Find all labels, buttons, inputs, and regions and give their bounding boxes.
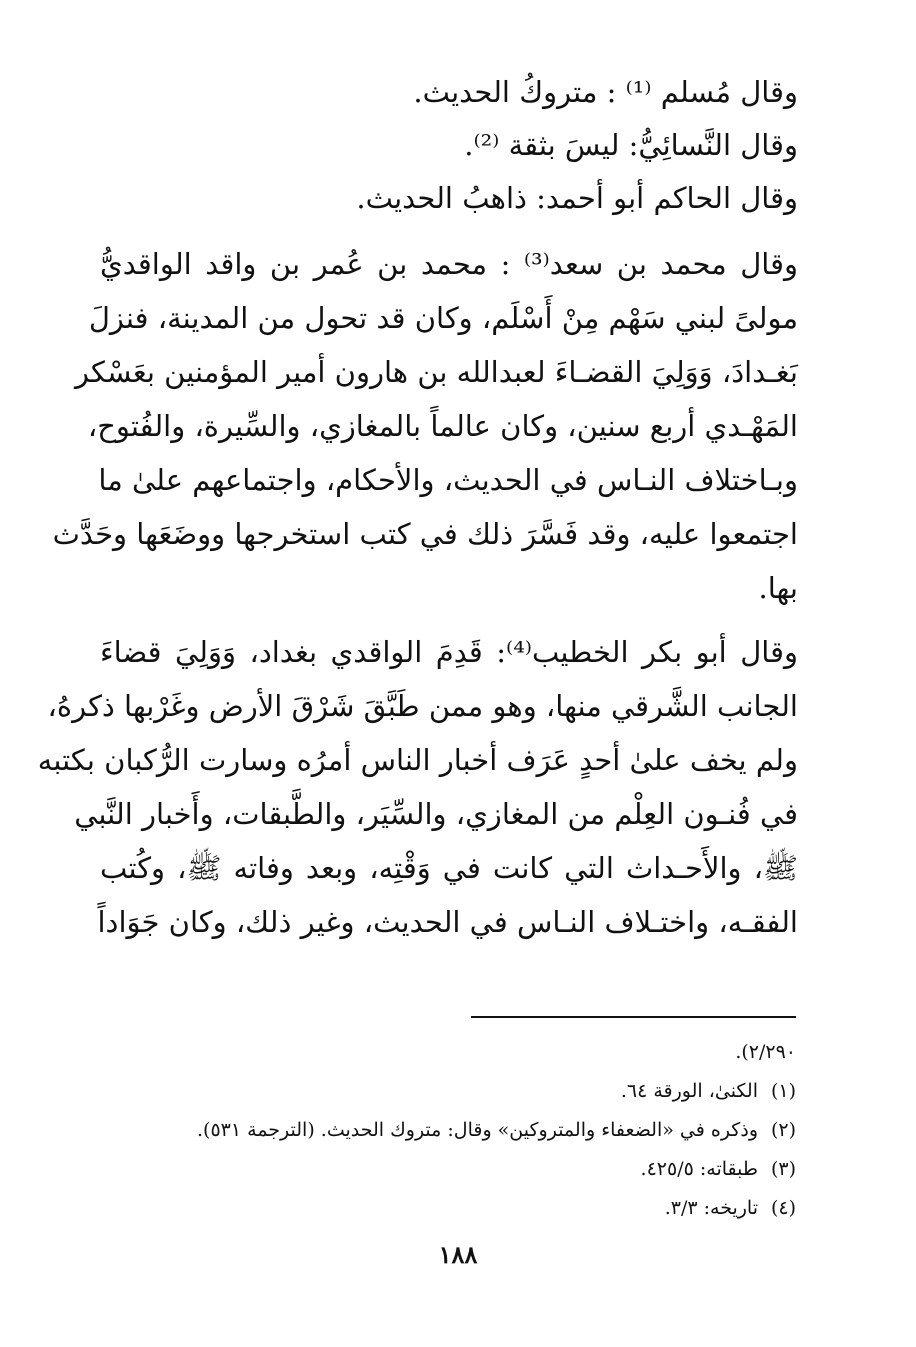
footnote-item — [621, 1077, 796, 1105]
text-line: وقال الحاكم أبو أحمد: ذاهبُ الحديث. — [356, 181, 798, 215]
text-line: وقال محمد بن سعد⁽³⁾ : محمد بن عُمر بن واقد الواقديُّ — [100, 247, 798, 281]
text-line: المَهْـدي أربع سنين، وكان عالماً بالمغازي، والسِّيرة، والفُتوح، — [87, 409, 798, 443]
text-line: وقال النَّسائِيُّ: ليسَ بثقة ⁽²⁾. — [464, 128, 798, 162]
footnote-text: تاريخه: ٣/٣. — [664, 1197, 758, 1219]
footnote-number: (٣) — [770, 1158, 796, 1180]
footnote-number: (٤) — [770, 1197, 796, 1219]
text-line: وبـاختلاف النـاس في الحديث، والأحكام، واجتماعهم علىٰ ما — [98, 463, 798, 497]
footnote-text: طبقاته: ٤٢٥/٥. — [640, 1158, 758, 1180]
footnote-separator — [471, 1016, 796, 1018]
footnote-item — [641, 1155, 796, 1183]
footnote-item — [197, 1116, 796, 1144]
text-line: مولىً لبني سَهْم مِنْ أَسْلَم، وكان قد تحول من المدينة، فنزلَ — [88, 301, 798, 335]
text-line: ولم يخف علىٰ أحدٍ عَرَف أخبار الناس أمرُه وسارت الرُّكبان بكتبه — [37, 743, 798, 777]
footnote-number: (١) — [770, 1080, 796, 1102]
text-line: وقال أبو بكر الخطيب⁽⁴⁾: قَدِمَ الواقدي بغداد، وَوَلِيَ قضاءَ — [100, 635, 798, 669]
footnote-number: (٢) — [770, 1119, 796, 1141]
footnote-text: الكنىٰ، الورقة ٦٤. — [620, 1080, 758, 1102]
text-line: اجتمعوا عليه، وقد فَسَّرَ ذلك في كتب استخرجها ووضَعَها وحَدَّث — [52, 517, 798, 551]
text-line: بها. — [758, 571, 798, 605]
footnote-item — [665, 1194, 796, 1222]
text-line: الجانب الشَّرقي منها، وهو ممن طَبَّقَ شَرْقَ الأرض وغَرْبها ذكرهُ، — [47, 689, 798, 723]
text-line: ﷺ، والأَحـداث التي كانت في وَقْتِه، وبعد وفاته ﷺ، وكُتب — [100, 851, 798, 885]
text-line: وقال مُسلم ⁽¹⁾ : متروكُ الحديث. — [413, 75, 798, 109]
page-number: ١٨٨ — [438, 1240, 478, 1269]
text-line: في فُنـون العِلْم من المغازي، والسِّيَر، والطَّبقات، وأَخبار النَّبي — [74, 797, 798, 831]
footnote-continuation: ٢/٢٩٠). — [735, 1041, 796, 1063]
text-line: الفقـه، واختـلاف النـاس في الحديث، وغير ذلك، وكان جَوَاداً — [97, 905, 798, 939]
footnote-text: وذكره في «الضعفاء والمتروكين» وقال: متروك الحديث. (الترجمة ٥٣١). — [197, 1119, 758, 1141]
text-line: بَغـدادَ، وَوَلِيَ القضـاءَ لعبدالله بن هارون أمير المؤمنين بعَسْكر — [74, 355, 798, 389]
